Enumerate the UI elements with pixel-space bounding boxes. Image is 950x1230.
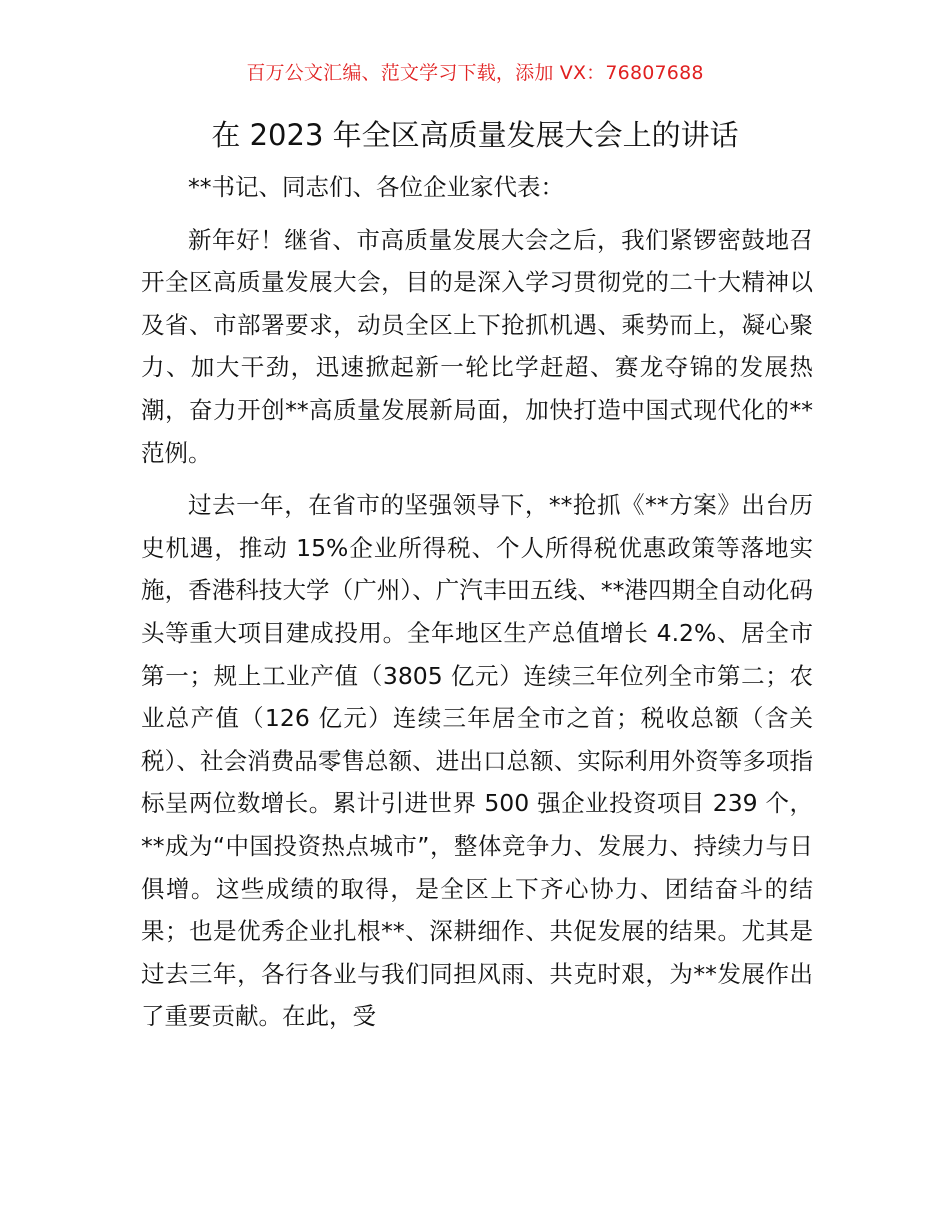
page-title: 在 2023 年全区高质量发展大会上的讲话 [211, 118, 739, 152]
salutation: **书记、同志们、各位企业家代表： [188, 173, 564, 201]
speech-body [141, 166, 813, 1038]
watermark-banner: 百万公文汇编、范文学习下载，添加 VX：76807688 [246, 62, 704, 84]
paragraph-opening: 新年好！继省、市高质量发展大会之后，我们紧锣密鼓地召开全区高质量发展大会，目的是深入学习贯彻党的二十大精神以及省、市部署要求，动员全区上下抢抓机遇、乘势而上，凝心聚力、加大干劲，迅速掀起新一轮比学赶超、赛龙夺锦的发展热潮，奋力开创**高质量发展新局面，加快打造中国式现代化的**范例。 [141, 225, 813, 467]
paragraph-achievements: 过去一年，在省市的坚强领导下，**抢抓《**方案》出台历史机遇，推动 15%企业所得税、个人所得税优惠政策等落地实施，香港科技大学（广州）、广汽丰田五线、**港四期全自动化码头等重大项目建成投用。全年地区生产总值增长 4.2%、居全市第一；规上工业产值（3805 亿元）连续三年位列全市第二；农业总产值（126 亿元）连续三年居全市之首；税收总额（含关税）、社会消费品零售总额、进出口总额、实际利用外资等多项指标呈两位数增长。累计引进世界 500 强企业投资项目 239 个，**成为“中国投资热点城市”，整体竞争力、发展力、持续力与日俱增。这些成绩的取得，是全区上下齐心协力、团结奋斗的结果；也是优秀企业扎根**、深耕细作、共促发展的结果。尤其是过去三年，各行各业与我们同担风雨、共克时艰，为**发展作出了重要贡献。在此，受 [141, 491, 813, 1031]
